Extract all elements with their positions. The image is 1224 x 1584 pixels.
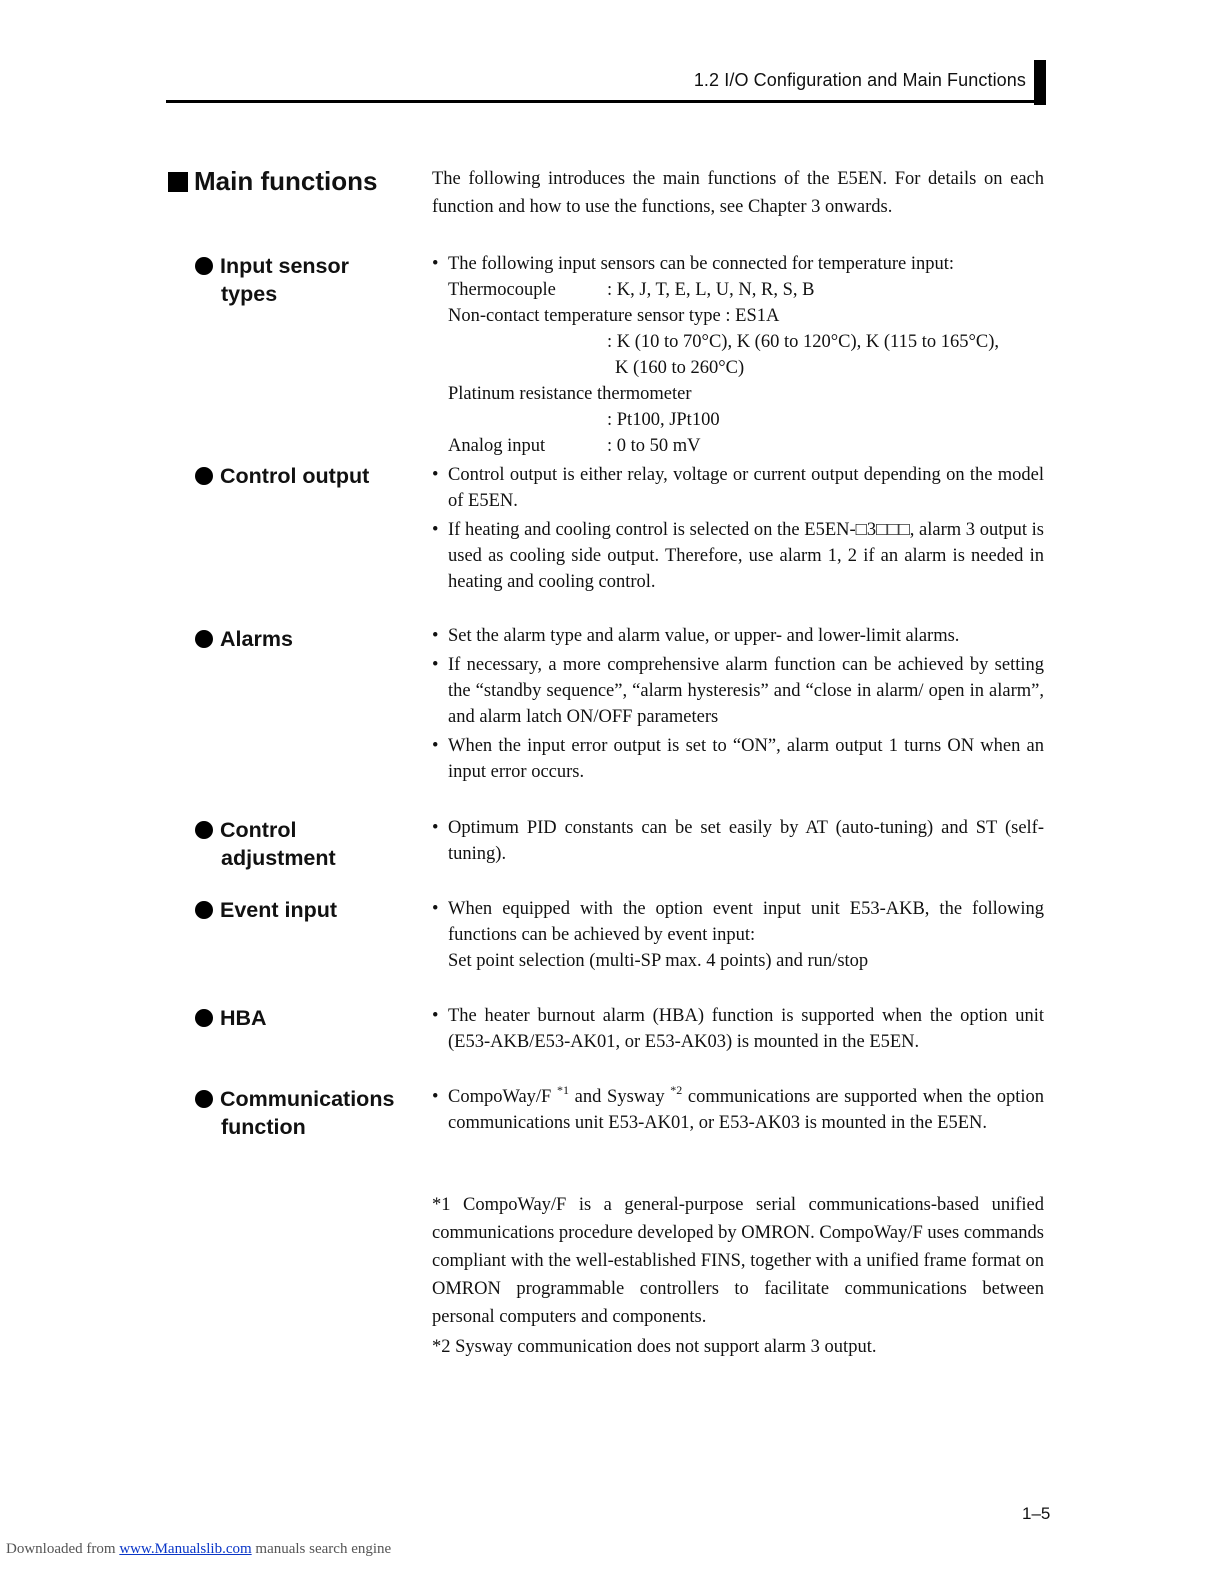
footnote-ref-2: *2 <box>670 1083 683 1097</box>
control-adjustment-body <box>432 815 1044 870</box>
non-contact-value: : K (10 to 70°C), K (60 to 120°C), K (115 to 165°C), <box>607 332 1000 352</box>
circle-bullet-icon <box>195 257 213 275</box>
hba-body <box>432 1003 1044 1058</box>
list-item: • The heater burnout alarm (HBA) function is supported when the option unit (E53-AKB/E53-AK01, or E53-AK03) is mounted in the E5EN. <box>432 1006 1044 1052</box>
list-item: • Control output is either relay, voltage or current output depending on the model of E5EN. <box>432 465 1044 511</box>
list-item: • Optimum PID constants can be set easily by AT (auto-tuning) and ST (self-tuning). <box>432 818 1044 864</box>
list-item: • When equipped with the option event input unit E53-AKB, the following functions can be achieved by event input: <box>432 899 1044 945</box>
subheading-hba: HBA <box>195 1004 267 1032</box>
footnote-1: *1 CompoWay/F is a general-purpose serial communications-based unified communications procedure developed by OMRON. CompoWay/F uses commands compliant with the well-established FINS, together with a unified frame format on OMRON programmable controllers to facilitate communications between personal computers and components. <box>432 1195 1044 1327</box>
intro-paragraph: The following introduces the main functions of the E5EN. For details on each function and how to use the functions, see Chapter 3 onwards. <box>432 169 1044 217</box>
section-heading <box>168 166 377 197</box>
running-header: 1.2 I/O Configuration and Main Functions <box>693 70 1026 90</box>
footnote-2: *2 Sysway communication does not support alarm 3 output. <box>432 1337 877 1357</box>
circle-bullet-icon <box>195 901 213 919</box>
section-heading-text: Main functions <box>194 166 378 196</box>
non-contact-value-cont: K (160 to 260°C) <box>615 358 745 378</box>
subheading-event-input: Event input <box>195 896 337 924</box>
analog-row: Analog input : 0 to 50 mV <box>448 436 701 456</box>
input-sensor-body <box>432 251 1044 459</box>
platinum-value: : Pt100, JPt100 <box>607 410 720 430</box>
list-item: • CompoWay/F $^{*1}$ and Sysway $^{*2}$ communications are supported when the option communications unit E53-AK01, or E53-AK03 is mounted in the E5EN. <box>432 1083 1044 1133</box>
footnote-ref-1: *1 <box>557 1083 570 1097</box>
download-notice: Downloaded from www.Manualslib.com manuals search engine <box>6 1541 392 1557</box>
circle-bullet-icon <box>195 467 213 485</box>
control-output-body <box>432 462 1044 598</box>
non-contact-label: Non-contact temperature sensor type : ES1A <box>448 306 780 326</box>
event-input-body <box>432 896 1044 974</box>
communications-body <box>432 1084 1044 1139</box>
event-input-detail: Set point selection (multi-SP max. 4 points) and run/stop <box>448 951 869 971</box>
alarms-body <box>432 623 1044 788</box>
list-item: • Set the alarm type and alarm value, or upper- and lower-limit alarms. <box>432 626 960 646</box>
header-rule <box>166 100 1044 103</box>
list-item: • When the input error output is set to “ON”, alarm output 1 turns ON when an input error occurs. <box>432 736 1044 782</box>
list-item: • If heating and cooling control is selected on the E5EN-□3□□□, alarm 3 output is used as cooling side output. Therefore, use alarm 1, 2 if an alarm is needed in heating and cooling control. <box>432 520 1044 592</box>
thermocouple-row: Thermocouple : K, J, T, E, L, U, N, R, S, B <box>448 280 815 300</box>
list-item: • If necessary, a more comprehensive alarm function can be achieved by setting the “standby sequence”, “alarm hysteresis” and “close in alarm/ open in alarm”, and alarm latch ON/OFF parameters <box>432 655 1044 727</box>
header-tab-marker <box>1034 60 1046 105</box>
page-number: 1–5 <box>1022 1504 1051 1523</box>
square-bullet-icon <box>168 172 188 192</box>
manualslib-link[interactable]: www.Manualslib.com <box>119 1541 252 1557</box>
circle-bullet-icon <box>195 821 213 839</box>
circle-bullet-icon <box>195 1090 213 1108</box>
subheading-input-sensor: Input sensor types <box>195 252 349 308</box>
list-item: • The following input sensors can be connected for temperature input: <box>432 254 955 274</box>
circle-bullet-icon <box>195 630 213 648</box>
circle-bullet-icon <box>195 1009 213 1027</box>
subheading-control-output: Control output <box>195 462 369 490</box>
subheading-communications: Communications function <box>195 1085 394 1141</box>
platinum-label: Platinum resistance thermometer <box>448 384 692 404</box>
subheading-control-adjustment: Control adjustment <box>195 816 336 872</box>
subheading-alarms: Alarms <box>195 625 293 653</box>
